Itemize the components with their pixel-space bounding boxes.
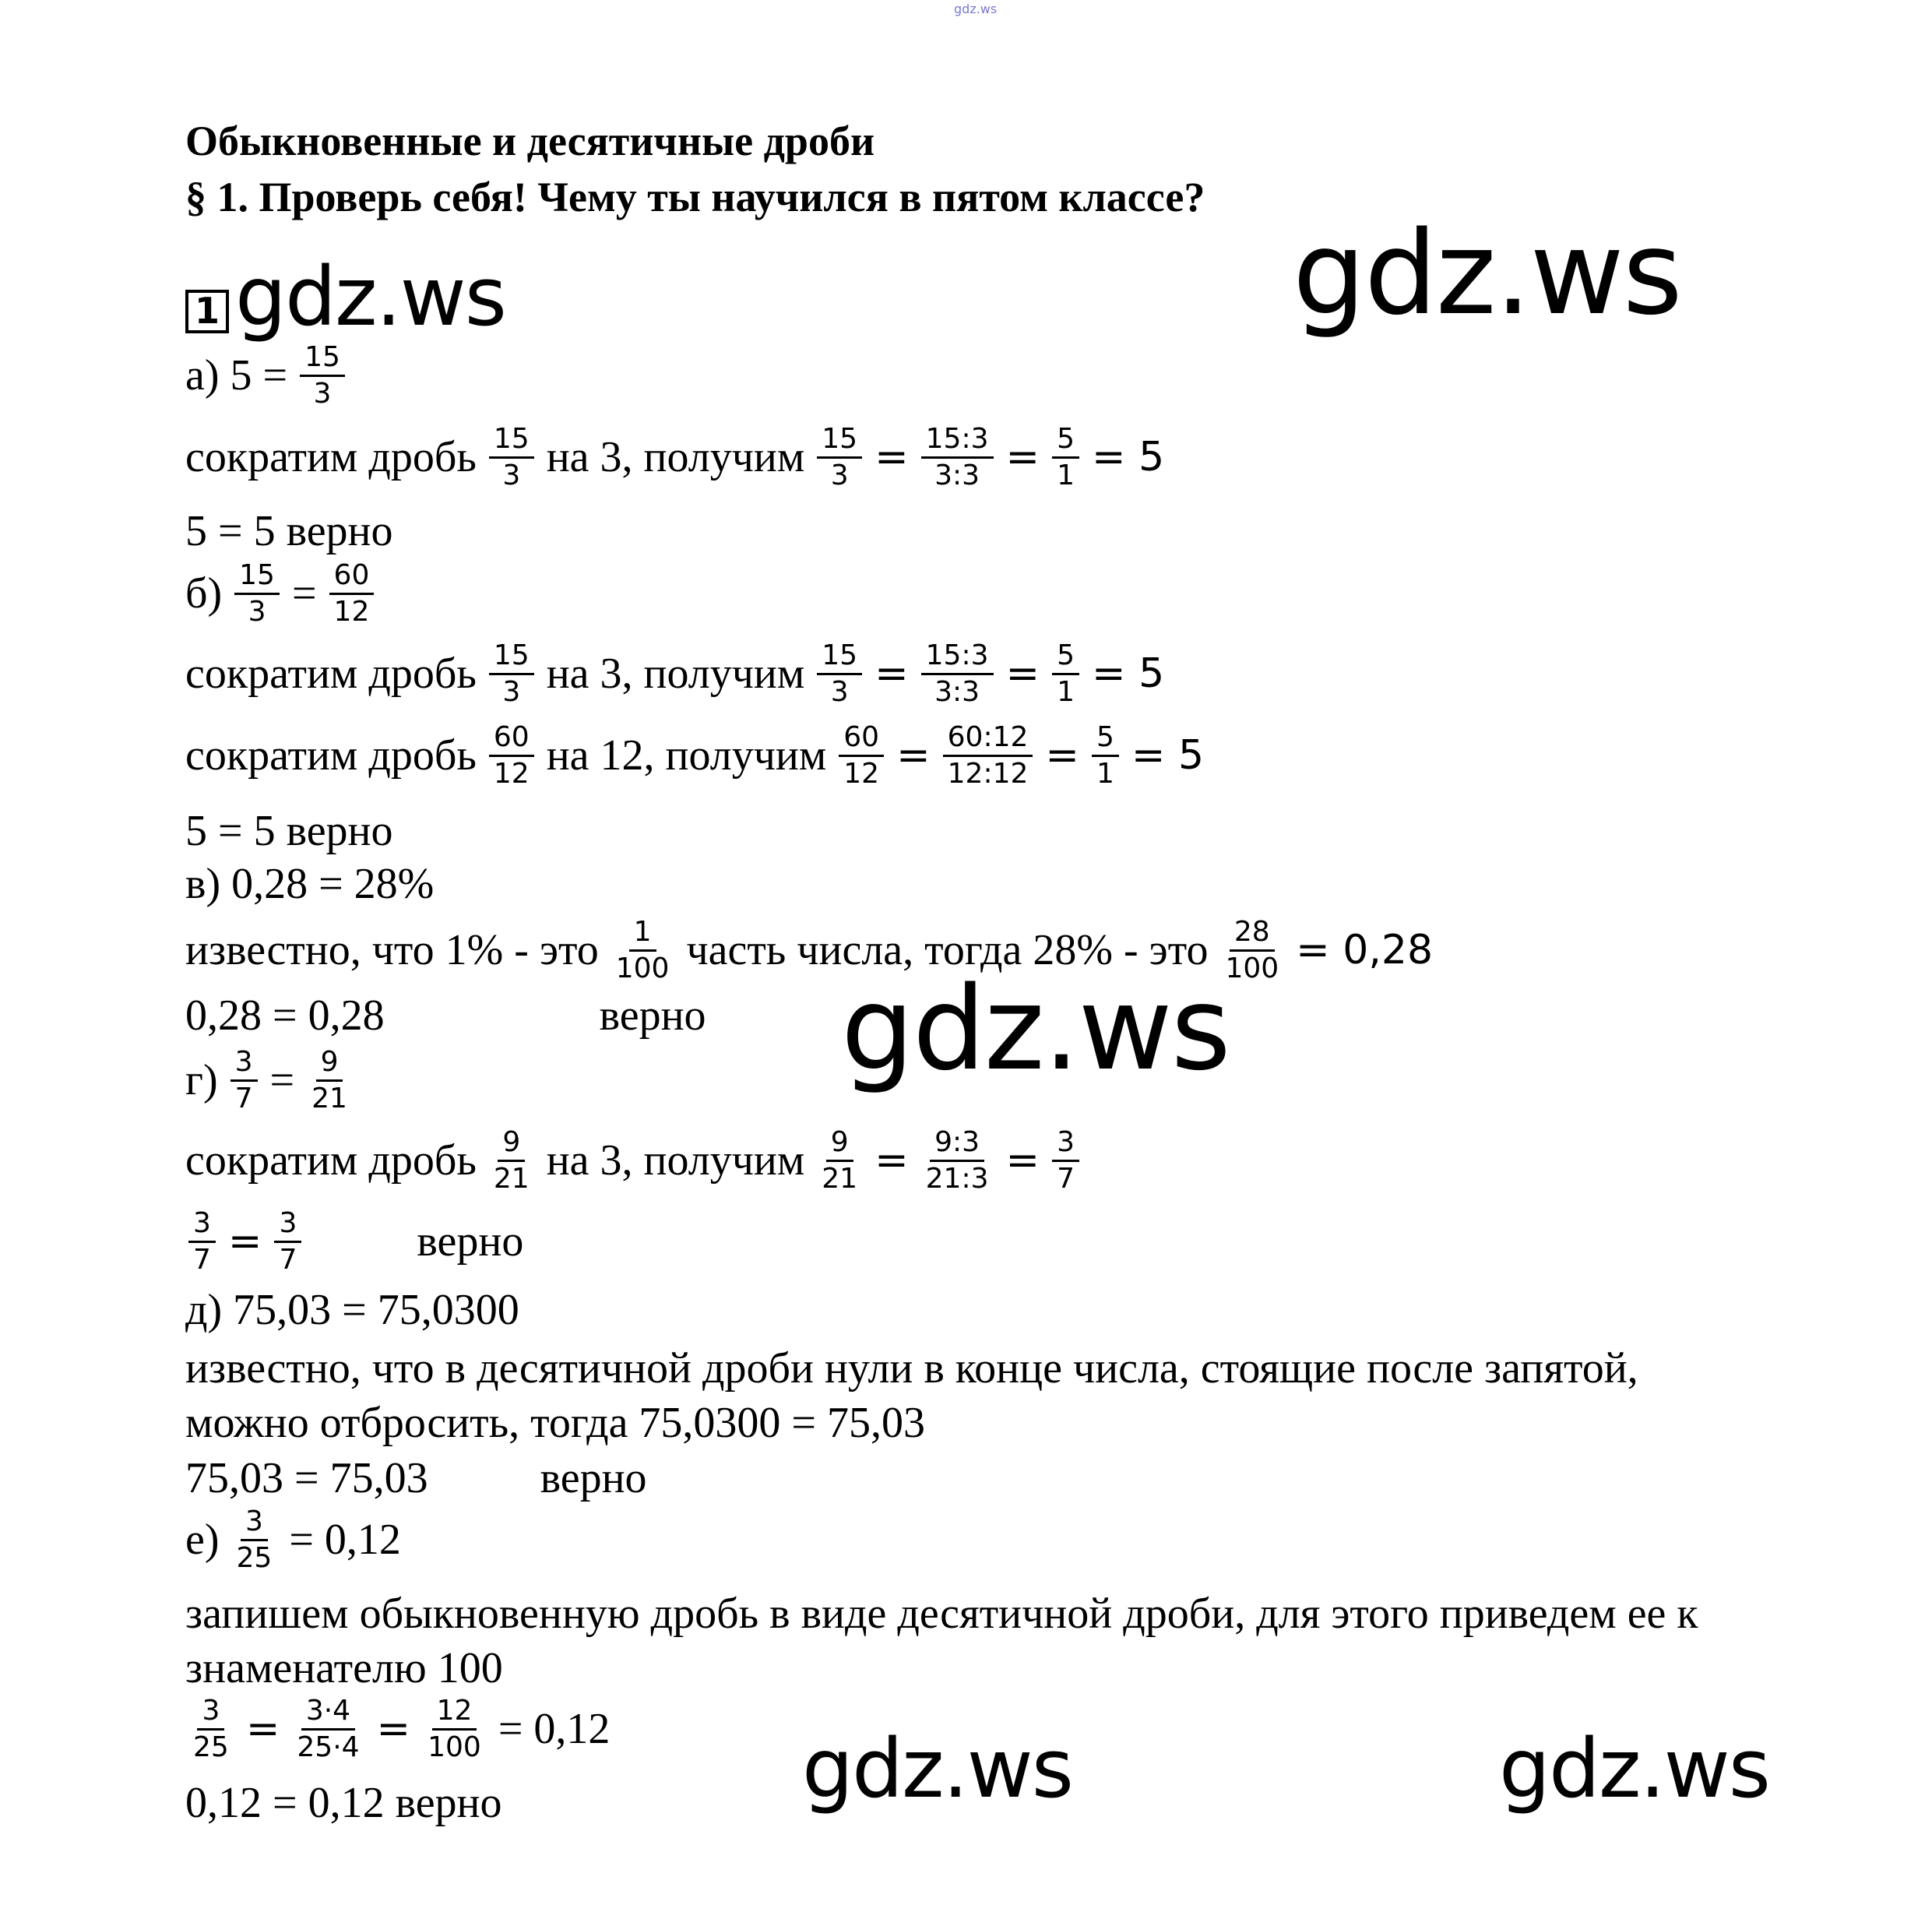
b-line-1 xyxy=(185,561,377,627)
fraction: $\frac{60}{12}$ xyxy=(489,723,534,789)
equals-sign: = xyxy=(291,569,317,618)
equals-sign: = xyxy=(1005,1137,1040,1185)
c-line-3 xyxy=(185,991,706,1040)
item-label: е) xyxy=(185,1516,220,1565)
watermark-center: gdz.ws xyxy=(841,962,1230,1096)
fraction: $\frac{15}{3}$ xyxy=(300,343,345,409)
fraction: $\frac{3}{7}$ xyxy=(188,1209,216,1275)
fraction: $\frac{15}{3}$ xyxy=(234,561,280,627)
watermark-top-right: gdz.ws xyxy=(1293,206,1681,340)
equals-sign: = xyxy=(245,1706,280,1753)
fraction: $\frac{9}{21}$ xyxy=(822,1126,858,1195)
equals-sign: = xyxy=(227,1218,262,1266)
watermark-bottom-center: gdz.ws xyxy=(802,1721,1072,1816)
text: сократим дробь xyxy=(185,650,477,699)
fraction: $\frac{15:3}{3:3}$ xyxy=(921,641,994,707)
watermark-bottom-right: gdz.ws xyxy=(1499,1721,1769,1816)
text: = 0,12 xyxy=(498,1705,611,1754)
section-heading: § 1. Проверь себя! Чему ты научился в пятом классе? xyxy=(185,174,1205,220)
page-title: Обыкновенные и десятичные дроби xyxy=(185,118,875,164)
equals-sign: = xyxy=(1045,732,1079,780)
b-line-2 xyxy=(185,641,1164,707)
c-line-1: в) 0,28 = 28% xyxy=(185,860,435,908)
item-label: г) xyxy=(185,1056,218,1105)
d-line-1 xyxy=(185,1048,355,1114)
watermark-task: gdz.ws xyxy=(235,249,505,344)
result: = 5 xyxy=(1091,434,1165,481)
text: верно xyxy=(417,1217,524,1266)
fraction: $\frac{5}{1}$ xyxy=(1052,424,1079,491)
c-line-2 xyxy=(185,917,1433,984)
text: на 12, получим xyxy=(546,731,827,780)
text: известно, что 1% - это xyxy=(185,926,599,975)
result: = 5 xyxy=(1131,732,1205,780)
fraction: $\frac{9}{21}$ xyxy=(493,1126,530,1195)
equals-sign: = xyxy=(269,1056,295,1105)
a-statement: а) 5 = xyxy=(185,351,288,400)
a-line-3: 5 = 5 верно xyxy=(185,507,393,555)
fraction: $\frac{15}{3}$ xyxy=(817,424,862,491)
d-line-3 xyxy=(185,1209,523,1275)
f-line-2: запишем обыкновенную дробь в виде десятичной дроби, для этого приведем ее к xyxy=(185,1590,1698,1638)
text: на 3, получим xyxy=(546,433,805,482)
equals-sign: = xyxy=(875,1137,909,1185)
fraction: $\frac{3}{25}$ xyxy=(193,1695,229,1763)
e-line-1: д) 75,03 = 75,0300 xyxy=(185,1286,519,1334)
f-line-5: 0,12 = 0,12 верно xyxy=(185,1779,502,1827)
f-line-4 xyxy=(185,1696,610,1762)
equals-sign: = xyxy=(875,650,909,698)
fraction: $\frac{15}{3}$ xyxy=(489,424,534,491)
fraction: $\frac{9}{21}$ xyxy=(311,1046,347,1114)
fraction: $\frac{5}{1}$ xyxy=(1092,723,1119,789)
a-line-1 xyxy=(185,343,348,409)
b-line-3 xyxy=(185,723,1204,789)
text: сократим дробь xyxy=(185,433,477,482)
fraction: $\frac{5}{1}$ xyxy=(1052,641,1079,707)
equals-sign: = xyxy=(875,434,909,481)
text: 0,28 = 0,28 xyxy=(185,991,385,1040)
f-line-3: знаменателю 100 xyxy=(185,1644,503,1692)
task-number xyxy=(185,290,229,333)
fraction: $\frac{3}{7}$ xyxy=(1052,1128,1079,1194)
b-line-4: 5 = 5 верно xyxy=(185,807,393,855)
fraction: $\frac{3}{7}$ xyxy=(274,1209,301,1275)
text: верно xyxy=(540,1454,647,1502)
e-line-2: известно, что в десятичной дроби нули в конце числа, стоящие после запятой, xyxy=(185,1344,1638,1393)
fraction: $\frac{12}{100}$ xyxy=(428,1695,481,1763)
text: = 0,12 xyxy=(289,1516,401,1565)
result: = 5 xyxy=(1091,650,1165,698)
text: сократим дробь xyxy=(185,731,477,780)
text: часть числа, тогда 28% - это xyxy=(686,926,1209,975)
task-number-box: 1 xyxy=(185,290,229,333)
equals-sign: = xyxy=(376,1706,411,1753)
e-line-4 xyxy=(185,1453,647,1503)
equals-sign: = xyxy=(1005,434,1040,481)
fraction: $\frac{15:3}{3:3}$ xyxy=(921,424,994,491)
equals-sign: = xyxy=(896,732,931,780)
fraction: $\frac{60}{12}$ xyxy=(329,561,375,627)
text: на 3, получим xyxy=(546,650,805,699)
equals-sign: = xyxy=(1005,650,1040,698)
fraction: $\frac{15}{3}$ xyxy=(489,641,534,707)
fraction: $\frac{9:3}{21:3}$ xyxy=(925,1126,989,1195)
fraction: $\frac{60:12}{12:12}$ xyxy=(943,723,1033,789)
fraction: $\frac{3}{7}$ xyxy=(231,1048,258,1114)
fraction: $\frac{3}{25}$ xyxy=(236,1505,273,1574)
fraction: $\frac{15}{3}$ xyxy=(817,641,862,707)
d-line-2 xyxy=(185,1128,1082,1194)
f-line-1 xyxy=(185,1507,401,1573)
text: сократим дробь xyxy=(185,1136,477,1185)
header-watermark: gdz.ws xyxy=(954,2,998,16)
text: верно xyxy=(599,991,706,1040)
fraction: $\frac{60}{12}$ xyxy=(839,723,884,789)
fraction: $\frac{1}{100}$ xyxy=(615,916,670,984)
item-label: б) xyxy=(185,569,223,618)
fraction: $\frac{28}{100}$ xyxy=(1225,916,1279,984)
a-line-2 xyxy=(185,424,1164,491)
result: = 0,28 xyxy=(1296,927,1434,974)
text: 75,03 = 75,03 xyxy=(185,1454,428,1502)
e-line-3: можно отбросить, тогда 75,0300 = 75,03 xyxy=(185,1399,926,1447)
text: на 3, получим xyxy=(546,1136,805,1185)
fraction: $\frac{3\cdot 4}{25\cdot 4}$ xyxy=(297,1695,360,1763)
